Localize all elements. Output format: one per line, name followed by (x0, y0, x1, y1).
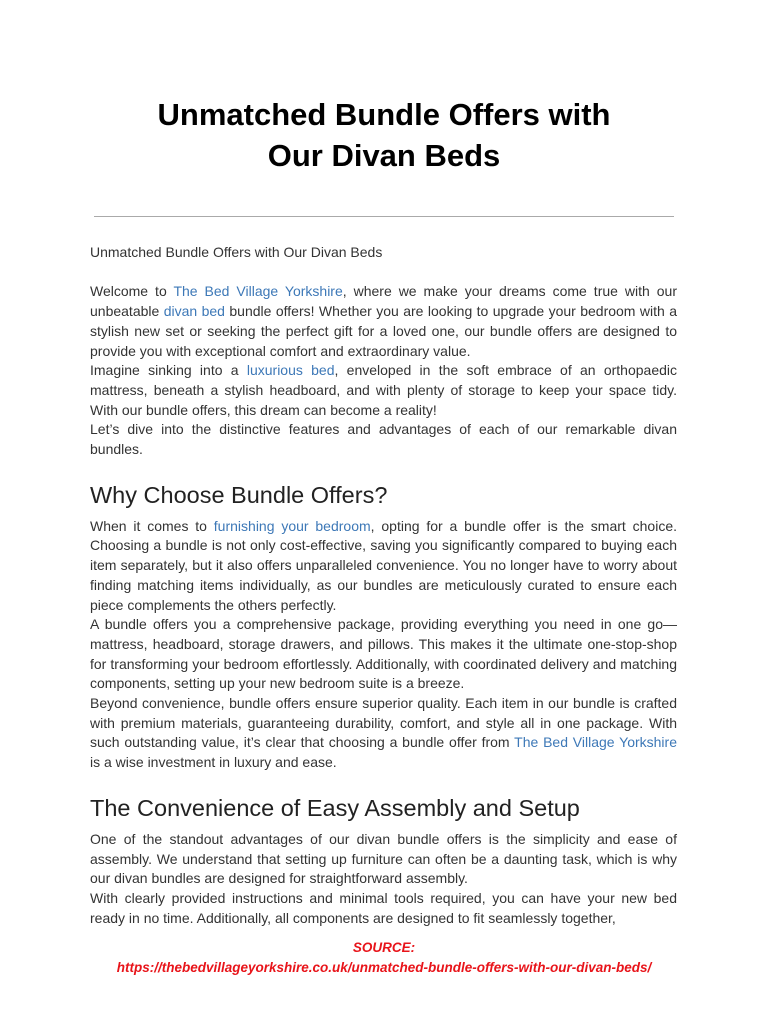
source-footer (0, 938, 768, 978)
why-paragraph-3 (90, 694, 677, 773)
title-divider (94, 216, 674, 217)
luxurious-bed-link[interactable]: luxurious bed (246, 362, 335, 379)
article-body (90, 243, 677, 928)
page-title-line-2: Our Divan Beds (267, 138, 501, 173)
bed-village-link[interactable]: The Bed Village Yorkshire (173, 283, 343, 300)
body-text: , opting for a bundle offer is the smart choice. Choosing a bundle is not only cost-effective, saving you significantly compared to buying each item separately, but it also offers unparalleled convenience. You no longer have to worry about finding matching items individually, as our bundles are meticulously curated to ensure each piece complements the others perfectly. (90, 517, 677, 613)
assembly-paragraph-2: With clearly provided instructions and minimal tools required, you can have your new bed ready in no time. Additionally, all components are designed to fit seamlessly together, (90, 889, 677, 926)
body-text: Beyond convenience, bundle offers ensure superior quality. Each item in our bundle is crafted with premium materials, guaranteeing durability, comfort, and style all in one package. With such outstanding value, it’s clear that choosing a bundle offer from (90, 695, 677, 751)
page-title (60, 94, 708, 176)
intro-text: bundle offers! Whether you are looking to upgrade your bedroom with a stylish new set or seeking the perfect gift for a loved one, our bundle offers are designed to provide you with exceptional comfort and extraordinary value. (90, 303, 677, 359)
page-title-line-1: Unmatched Bundle Offers with (157, 97, 611, 132)
intro-text: , enveloped in the soft embrace of an orthopaedic mattress, beneath a stylish headboard, and with plenty of storage to keep your space tidy. With our bundle offers, this dream can become a reality! (90, 362, 677, 418)
intro-paragraph-3: Let’s dive into the distinctive features and advantages of each of our remarkable divan bundles. (90, 421, 677, 458)
intro-text: Welcome to (90, 283, 174, 300)
section-heading-assembly: The Convenience of Easy Assembly and Setup (90, 794, 580, 821)
bed-village-link-2[interactable]: The Bed Village Yorkshire (514, 734, 677, 751)
source-url-link[interactable]: https://thebedvillageyorkshire.co.uk/unmatched-bundle-offers-with-our-divan-beds/ (116, 960, 652, 975)
intro-paragraph-1 (90, 282, 677, 361)
intro-paragraph-2 (90, 361, 677, 420)
section-heading-why-bundles: Why Choose Bundle Offers? (90, 481, 388, 508)
article-subtitle: Unmatched Bundle Offers with Our Divan Beds (90, 244, 383, 260)
divan-bed-link[interactable]: divan bed (163, 303, 225, 320)
body-text: When it comes to (90, 517, 214, 534)
why-paragraph-1 (90, 517, 677, 616)
assembly-paragraph-1: One of the standout advantages of our divan bundle offers is the simplicity and ease of assembly. We understand that setting up furniture can often be a daunting task, which is why our divan bundles are designed for straightforward assembly. (90, 830, 677, 887)
why-paragraph-2: A bundle offers you a comprehensive package, providing everything you need in one go—mattress, headboard, storage drawers, and pillows. This makes it the ultimate one-stop-shop for transforming your bedroom effortlessly. Additionally, with coordinated delivery and matching components, setting up your new bedroom suite is a breeze. (90, 616, 677, 692)
body-text: is a wise investment in luxury and ease. (90, 754, 337, 771)
furnishing-bedroom-link[interactable]: furnishing your bedroom (213, 517, 371, 534)
intro-text: , where we make your dreams come true with our unbeatable (90, 283, 677, 320)
source-label: SOURCE: (352, 940, 416, 955)
intro-text: Imagine sinking into a (90, 362, 247, 379)
